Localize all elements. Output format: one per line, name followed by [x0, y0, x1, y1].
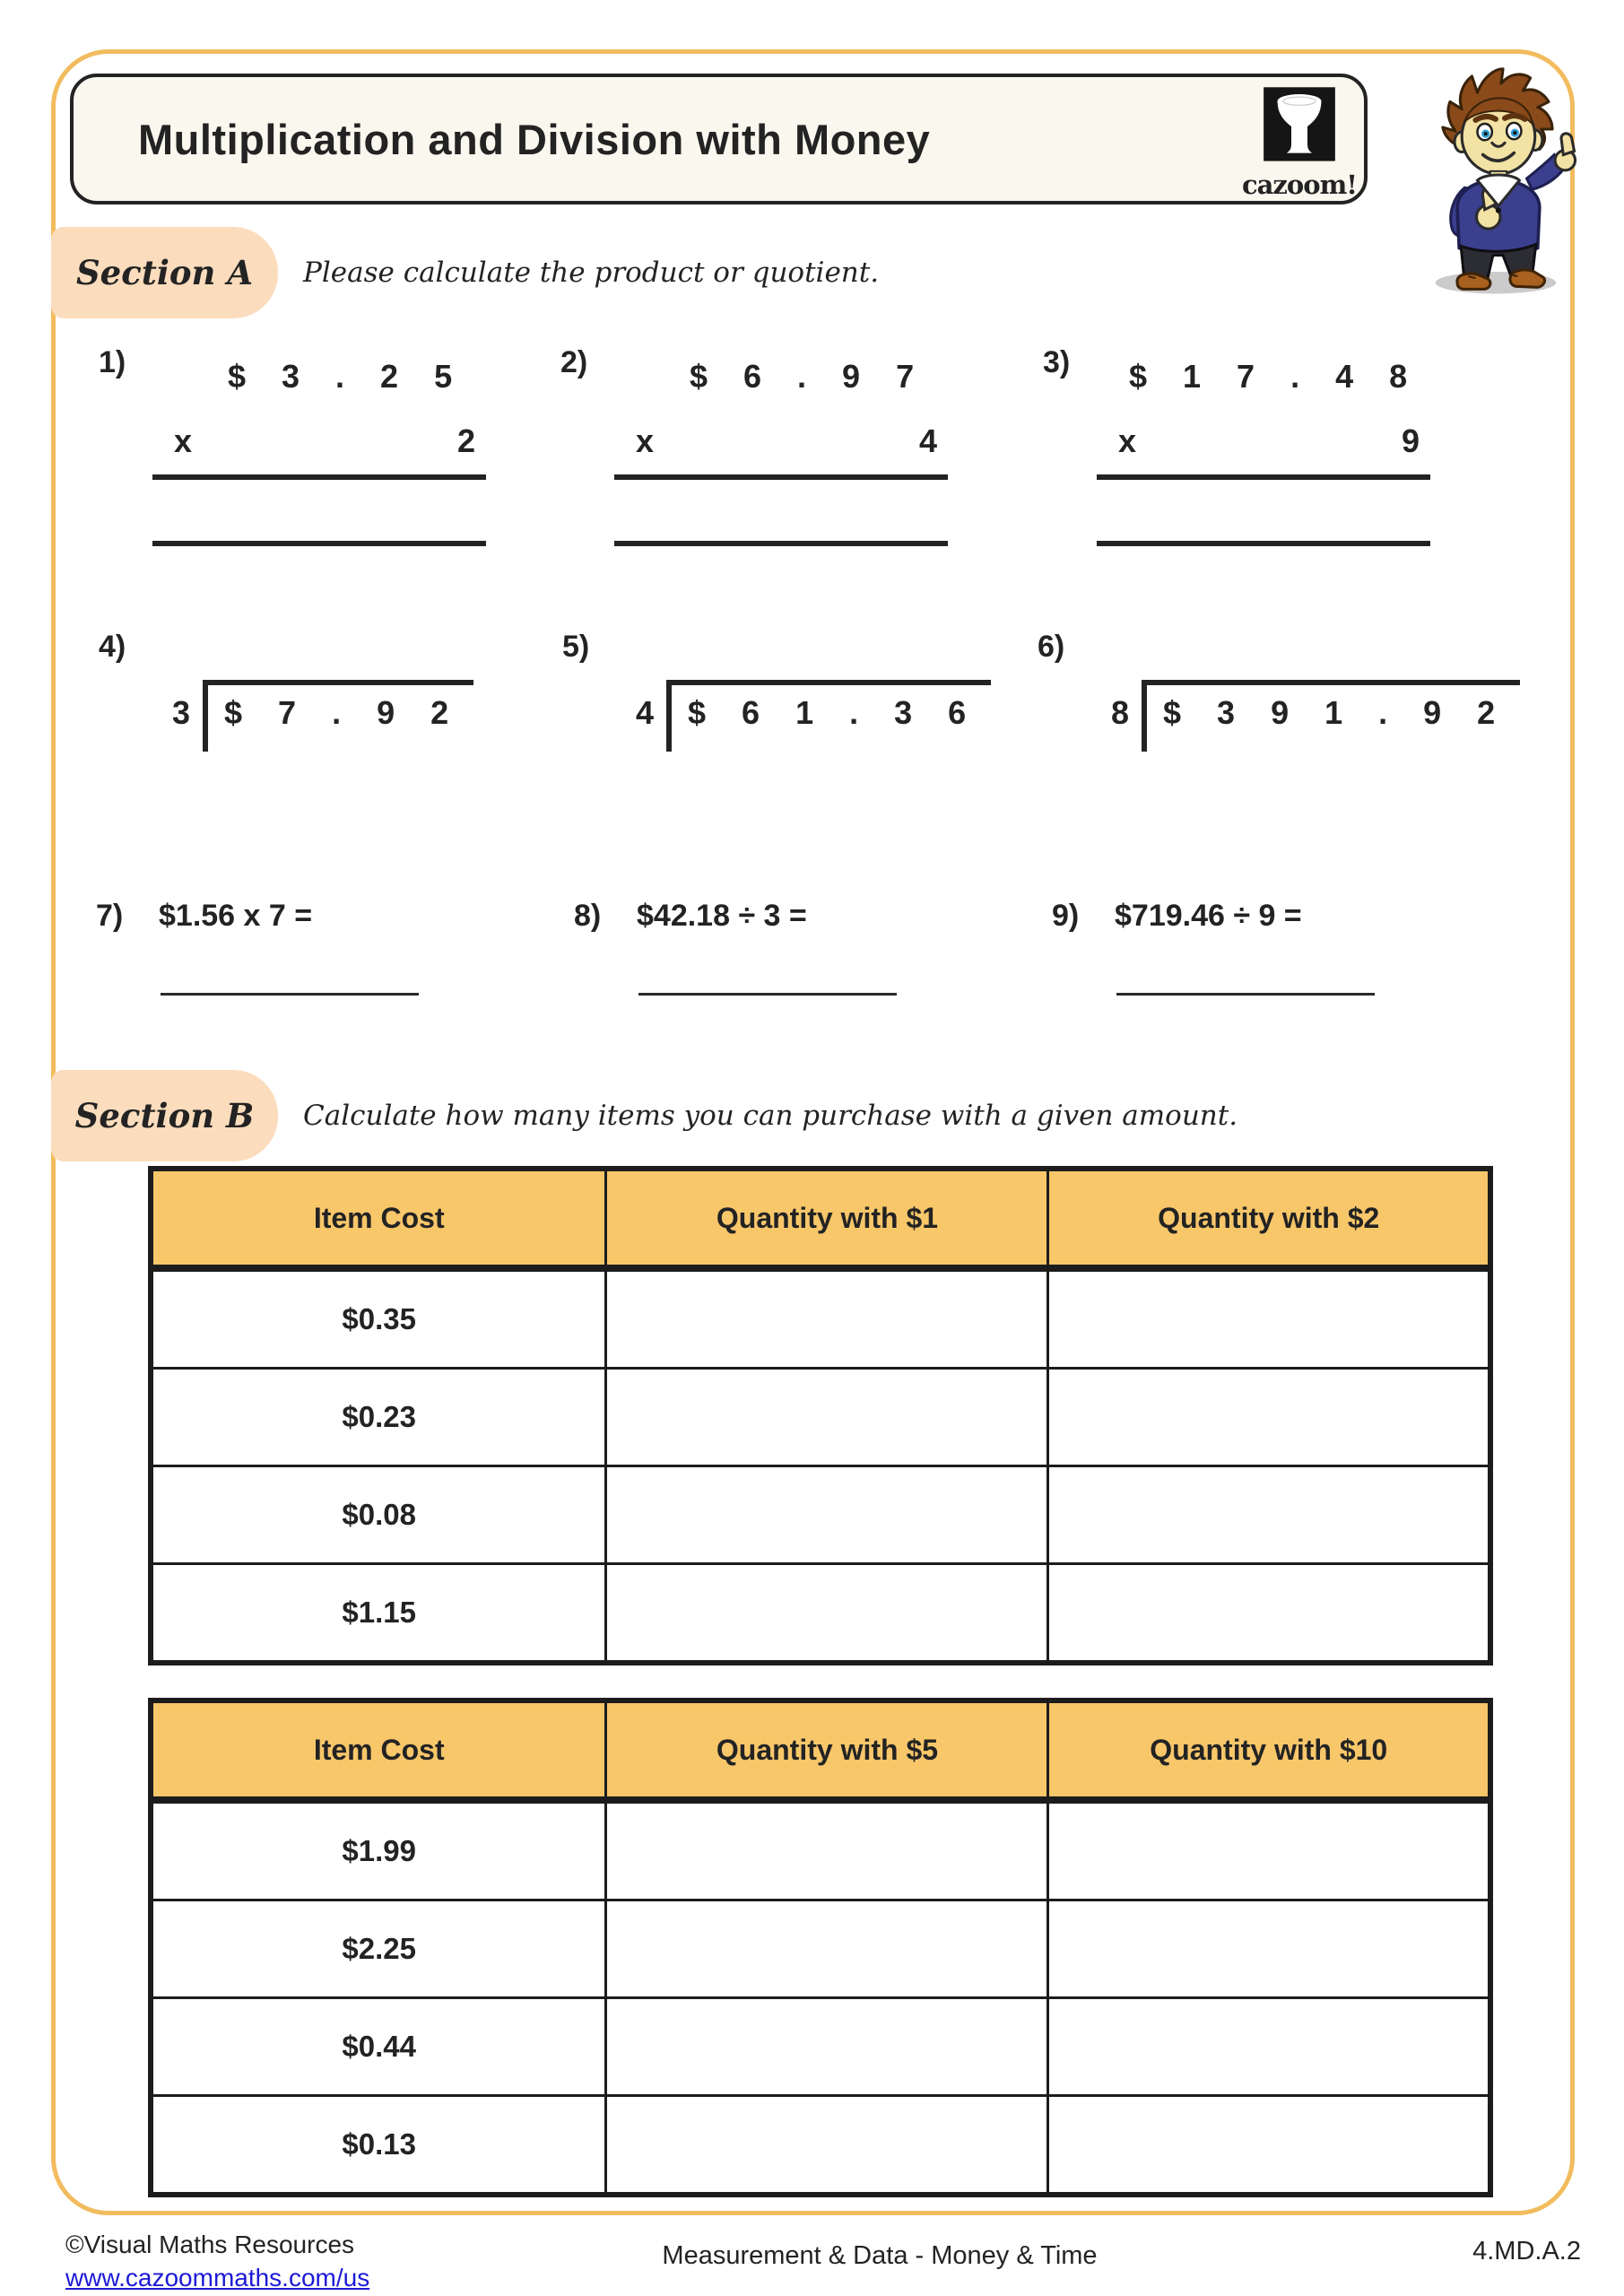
section-b-label: [51, 1070, 278, 1161]
item-cost-cell: $0.23: [151, 1369, 606, 1466]
table-row: [151, 1369, 1490, 1466]
multiplication-layout: [152, 345, 486, 546]
expression: $42.18 ÷ 3 =: [637, 899, 807, 933]
problem-8-inline: [574, 899, 897, 996]
multiplier: 2: [456, 422, 475, 459]
long-division-layout: [1111, 680, 1520, 752]
answer-blank: [638, 993, 897, 996]
footer-link[interactable]: www.cazoommaths.com/us: [65, 2264, 370, 2292]
dividend: $ 7 . 9 2: [224, 694, 449, 731]
column-header-item-cost: Item Cost: [151, 1169, 606, 1268]
answer-cell: [606, 2096, 1048, 2196]
division-bracket: [1142, 680, 1520, 752]
long-division-layout: [636, 680, 991, 752]
problem-number: 6): [1038, 630, 1065, 664]
table-row: [151, 1564, 1490, 1664]
problem-number: 5): [562, 630, 590, 664]
quantity-table-2: [148, 1698, 1493, 2197]
problem-number: 2): [560, 345, 588, 379]
problem-number: 8): [574, 899, 602, 933]
problem-5-division: [562, 630, 991, 752]
table-row: [151, 1466, 1490, 1564]
problem-number: 3): [1043, 345, 1071, 379]
answer-rule: [614, 474, 948, 480]
quantity-table-1: [148, 1166, 1493, 1665]
division-bracket: [203, 680, 473, 752]
answer-cell: [606, 1998, 1048, 2096]
divisor: 3: [172, 694, 191, 731]
answer-rule: [614, 541, 948, 546]
expression: $1.56 x 7 =: [159, 899, 313, 933]
problem-6-division: [1038, 630, 1520, 752]
column-header-qty-2: Quantity with $2: [1048, 1169, 1490, 1268]
long-division-layout: [172, 680, 473, 752]
answer-blank: [161, 993, 419, 996]
answer-cell: [606, 1800, 1048, 1900]
copyright-text: ©Visual Maths Resources: [65, 2231, 355, 2258]
operator: x: [174, 422, 193, 459]
section-b-instruction: Calculate how many items you can purchase with a given amount.: [303, 1100, 1238, 1132]
item-cost-cell: $0.44: [151, 1998, 606, 2096]
divisor: 8: [1111, 694, 1130, 731]
footer-attribution: [65, 2228, 369, 2294]
section-a-instruction: Please calculate the product or quotient.: [303, 257, 880, 289]
expression: $719.46 ÷ 9 =: [1115, 899, 1302, 933]
column-header-qty-5: Quantity with $5: [606, 1700, 1048, 1800]
answer-cell: [1048, 1800, 1490, 1900]
answer-cell: [606, 1369, 1048, 1466]
problem-number: 1): [99, 345, 126, 379]
answer-rule: [1097, 474, 1430, 480]
answer-cell: [1048, 1900, 1490, 1998]
footer-standard-code: 4.MD.A.2: [1472, 2237, 1581, 2266]
problem-number: 7): [96, 899, 124, 933]
cazoom-logo: [1232, 86, 1367, 200]
dividend: $ 6 1 . 3 6: [688, 694, 967, 731]
answer-rule: [152, 474, 486, 480]
problem-2-multiplication: [560, 345, 948, 546]
table-row: [151, 1268, 1490, 1369]
problem-9-inline: [1052, 899, 1375, 996]
section-a-label: [51, 227, 278, 318]
answer-cell: [606, 1900, 1048, 1998]
table-header-row: [151, 1700, 1490, 1800]
column-header-qty-1: Quantity with $1: [606, 1169, 1048, 1268]
problem-4-division: [99, 630, 473, 752]
answer-rule: [1097, 541, 1430, 546]
problem-number: 9): [1052, 899, 1080, 933]
answer-cell: [1048, 1466, 1490, 1564]
answer-cell: [606, 1564, 1048, 1664]
answer-rule: [152, 541, 486, 546]
multiplicand: $ 3 . 2 5: [228, 358, 453, 395]
multiplication-layout: [1097, 345, 1430, 546]
item-cost-cell: $1.15: [151, 1564, 606, 1664]
operator: x: [1118, 422, 1137, 459]
problem-3-multiplication: [1043, 345, 1430, 546]
section-b-label-text: Section B: [74, 1096, 255, 1135]
cazoom-logo-text: cazoom!: [1241, 170, 1358, 200]
section-a-label-text: Section A: [75, 253, 254, 292]
dividend: $ 3 9 1 . 9 2: [1163, 694, 1496, 731]
item-cost-cell: $0.13: [151, 2096, 606, 2196]
answer-cell: [606, 1268, 1048, 1369]
multiplicand: $ 6 . 9 7: [690, 358, 915, 395]
multiplication-layout: [614, 345, 948, 546]
table-row: [151, 1900, 1490, 1998]
cazoom-drum-icon: [1262, 86, 1337, 171]
table-row: [151, 1800, 1490, 1900]
multiplier: 9: [1401, 422, 1420, 459]
multiplier: 4: [918, 422, 937, 459]
answer-cell: [1048, 1369, 1490, 1466]
problem-number: 4): [99, 630, 126, 664]
operator: x: [636, 422, 655, 459]
item-cost-cell: $0.08: [151, 1466, 606, 1564]
answer-blank: [1116, 993, 1375, 996]
multiplicand: $ 1 7 . 4 8: [1129, 358, 1408, 395]
problem-1-multiplication: [99, 345, 486, 546]
column-header-qty-10: Quantity with $10: [1048, 1700, 1490, 1800]
answer-cell: [606, 1466, 1048, 1564]
footer-topic: Measurement & Data - Money & Time: [662, 2241, 1098, 2270]
division-bracket: [666, 680, 991, 752]
problem-7-inline: [96, 899, 419, 996]
answer-cell: [1048, 1998, 1490, 2096]
item-cost-cell: $1.99: [151, 1800, 606, 1900]
item-cost-cell: $0.35: [151, 1268, 606, 1369]
answer-cell: [1048, 1268, 1490, 1369]
item-cost-cell: $2.25: [151, 1900, 606, 1998]
column-header-item-cost: Item Cost: [151, 1700, 606, 1800]
table-header-row: [151, 1169, 1490, 1268]
table-row: [151, 1998, 1490, 2096]
title-box: [70, 74, 1368, 204]
answer-cell: [1048, 2096, 1490, 2196]
mascot-boy-illustration: [1404, 52, 1596, 300]
page-title: Multiplication and Division with Money: [138, 115, 931, 163]
table-row: [151, 2096, 1490, 2196]
divisor: 4: [636, 694, 655, 731]
answer-cell: [1048, 1564, 1490, 1664]
